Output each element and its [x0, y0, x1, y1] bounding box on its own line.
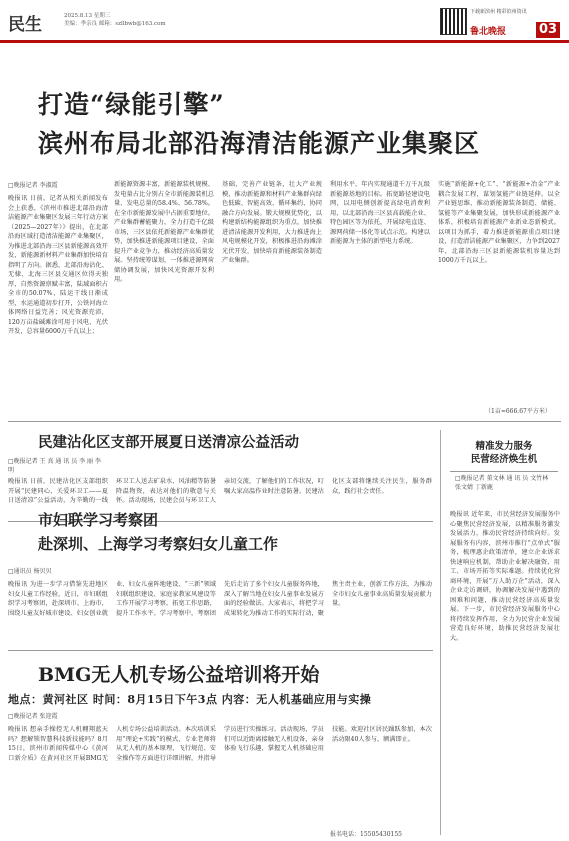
article1-col2: 新能源资源丰富，新能源装机规模、发电量占比分别占全市新能源装机总量、发电总量的58.4%、56.78%。在全市新能源发展中占据重要地位。产业集群蓄能聚力，全力打造千亿级市场，三区县依托新能源产业集群优势，加快推进新能源项目建设，全面提升产业竞争力，推动经济高质量发展。坚持统筹谋划，一体推进源网荷储协调发展，加快风光资源开发利用。 [114, 181, 214, 283]
article1-col4: 利用水平，年内实现通道千万千瓦级新能源基地的目标。拓宽路径建设电网，以用电侧创新提高绿电消费利用，以北部沿海三区县高载能企业、特色园区等为依托，开展绿电直连、源网荷储一体化等试点示范。构建以新能源为主体的新型电力系统。 [330, 181, 430, 245]
side-body: 晚报讯 近年来，市民营经济发展服务中心聚焦民营经济发展，以精准服务激发发展活力，推动民营经济持续向好。发展服务有内容，滨州市推行“点单式”服务，梳理惠企政策清单，建立企业诉求快速响应机制，帮助企业解决融资、用工、市场开拓等实际难题。持续优化营商环境，开展“万人助万企”活动，深入企业走访调研，协调解决发展中遇到的困难和问题，推动民营经济高质量发展。下一步，市民营经济发展服务中心将持续发挥作用，全力为民营企业发展营造良好环境，助推民营经济发展壮大。 [450, 511, 560, 642]
article1-reporter: □晚报记者 李淑霞 [8, 182, 58, 189]
issue-editor: 美编：季亲良 邮箱：szllbwb@163.com [64, 21, 166, 27]
divider [8, 421, 561, 422]
header-slogan: 下载新滨州 精彩滨州资讯 [470, 9, 527, 15]
divider [450, 471, 558, 472]
article2-title: 民建沾化区支部开展夏日送清凉公益活动 [38, 434, 299, 451]
side-title-line1: 精准发力服务 [475, 441, 533, 452]
column-rule [440, 430, 441, 835]
article2-reporter: □晚报记者 王 真 通 讯 员 李 丽 李 明 [8, 458, 101, 474]
article1-footnote: （1亩≈666.67平方米） [485, 408, 551, 415]
issue-meta [64, 12, 166, 28]
qr-code-icon [440, 8, 467, 35]
article4-title: BMG无人机专场公益培训将开始 [38, 664, 320, 686]
article4-subtitle: 地点：黄河社区 时间：8月15日下午3点 内容：无人机基础应用与实操 [8, 693, 372, 706]
side-reporter: □晚报记者 董文林 通 讯 员 文竹林 张文婧 丁新鹿 [455, 475, 549, 491]
article1-title-line1: 打造“绿能引擎” [38, 90, 225, 119]
article4-body: 晚报讯 想亲手操控无人机翱翔蓝天吗？想解锁智慧科技新技能吗？8月15日，滨州市新闻传媒中心《黄河口新介质》在黄河社区开展BMG无人机专场公益培训活动。本次培训采用“理论+实践”的模式，专业老师将从无人机的基本原理、飞行规范、安全操作等方面进行详细讲解，并指导学员进行实操练习。活动现场，学员们可以近距离接触无人机设备，亲身体验飞行乐趣，掌握无人机基础应用技能。欢迎社区居民踊跃参加，本次活动限40人参与，额满即止。 [8, 726, 432, 762]
article2-body: 晚报讯 日前，民建沾化区支部组织开展“民建同心，关爱环卫工——夏日送清凉”公益活动，为辛勤的一线环卫工人送去矿泉水、风油精等防暑降温物资，表达对他们的敬意与关怀。活动现场，民建会员与环卫工人亲切交流，了解他们的工作状况，叮嘱大家高温作业时注意防暑。民建沾化区支部将继续关注民生，服务群众，践行社会责任。 [8, 478, 432, 504]
issue-date: 2025.8.13 星期三 [64, 13, 111, 19]
page-number: 03 [536, 22, 560, 38]
header-rule [0, 40, 569, 43]
article3-title-line2: 赴深圳、上海学习考察妇女儿童工作 [38, 535, 279, 553]
article1-title-line2: 滨州布局北部沿海清洁能源产业集聚区 [38, 129, 481, 158]
article1-col5: 实施“新能源+化工”、“新能源+冶金”产业耦合发展工程，谋划氢能产业链延伸。以全产业链思维，推动新能源装备制造、储能、氢能等产业集聚发展，加快形成新能源产业体系，积极培育新能源产业新业态新模式。以项目为抓手，着力推进新能源重点项目建设，打造清洁能源产业集聚区，力争到2027年，北部沿海三区县新能源装机容量达到1000万千瓦以上。 [438, 181, 560, 264]
article1-col1: 晚报讯 日前，记者从相关新闻发布会上获悉，《滨州市推进北部沿海清洁能源产业集聚区发展三年行动方案（2025—2027年）》提出，在北部沿海区域打造清洁能源产业集聚区，为推进北部沿海三区县新能源高效开发，新能源新材料产业集群加快培育指明了方向。据悉，北部沿海沾化、无棣、北海三区县交通区位得天独厚，自然资源禀赋丰富，陆域面积占全市的50.07%，陆运干线日渐成型，水运通道初步打开，公铁河海立体网络日益完善；风光资源充沛，120万亩盐碱滩涂可用于风电、光伏开发，总容量6000万千瓦以上； [8, 195, 108, 335]
article3-title-line1: 市妇联学习考察团 [38, 511, 159, 529]
article3-reporter: □通讯员 杨贝贝 [8, 568, 52, 575]
article4-contact: 报名电话：15505430155 [330, 831, 402, 838]
article3-body: 晚报讯 为进一步学习借鉴先进地区妇女儿童工作经验，近日，市妇联组织学习考察团，赴深圳市、上海市，围绕儿童友好城市建设、妇女创业就业、妇女儿童阵地建设、“三新”领域妇联组织建设、家庭家教家风建设等工作开展学习考察，拓宽工作思路，提升工作水平。学习考察中，考察团先后走访了多个妇女儿童服务阵地，深入了解当地在妇女儿童事业发展方面的经验做法。大家表示，将把学习成果转化为推动工作的实际行动，聚焦主责主业，创新工作方法，为推动全市妇女儿童事业高质量发展贡献力量。 [8, 581, 432, 617]
side-title [448, 440, 560, 466]
section-name: 民生 [8, 15, 42, 35]
article4-reporter: □晚报记者 张迎霞 [8, 713, 58, 720]
side-title-line2: 民营经济焕生机 [470, 454, 538, 465]
divider [8, 650, 433, 651]
newspaper-logo: 鲁北晚报 [470, 27, 507, 37]
article1-col3: 基础，完善产业链条，壮大产业规模，推动新能源和材料产业集群向绿色低碳、智能高效、循环集约、协同融合方向发展。锻大规模优势化，以构建新结构能源组织为重点，加快推进清洁能源开发利用，大力推进海上风电规模化开发，积极推进沿海滩涂光伏开发，加快培育新能源装备制造产业集群。 [222, 181, 322, 264]
